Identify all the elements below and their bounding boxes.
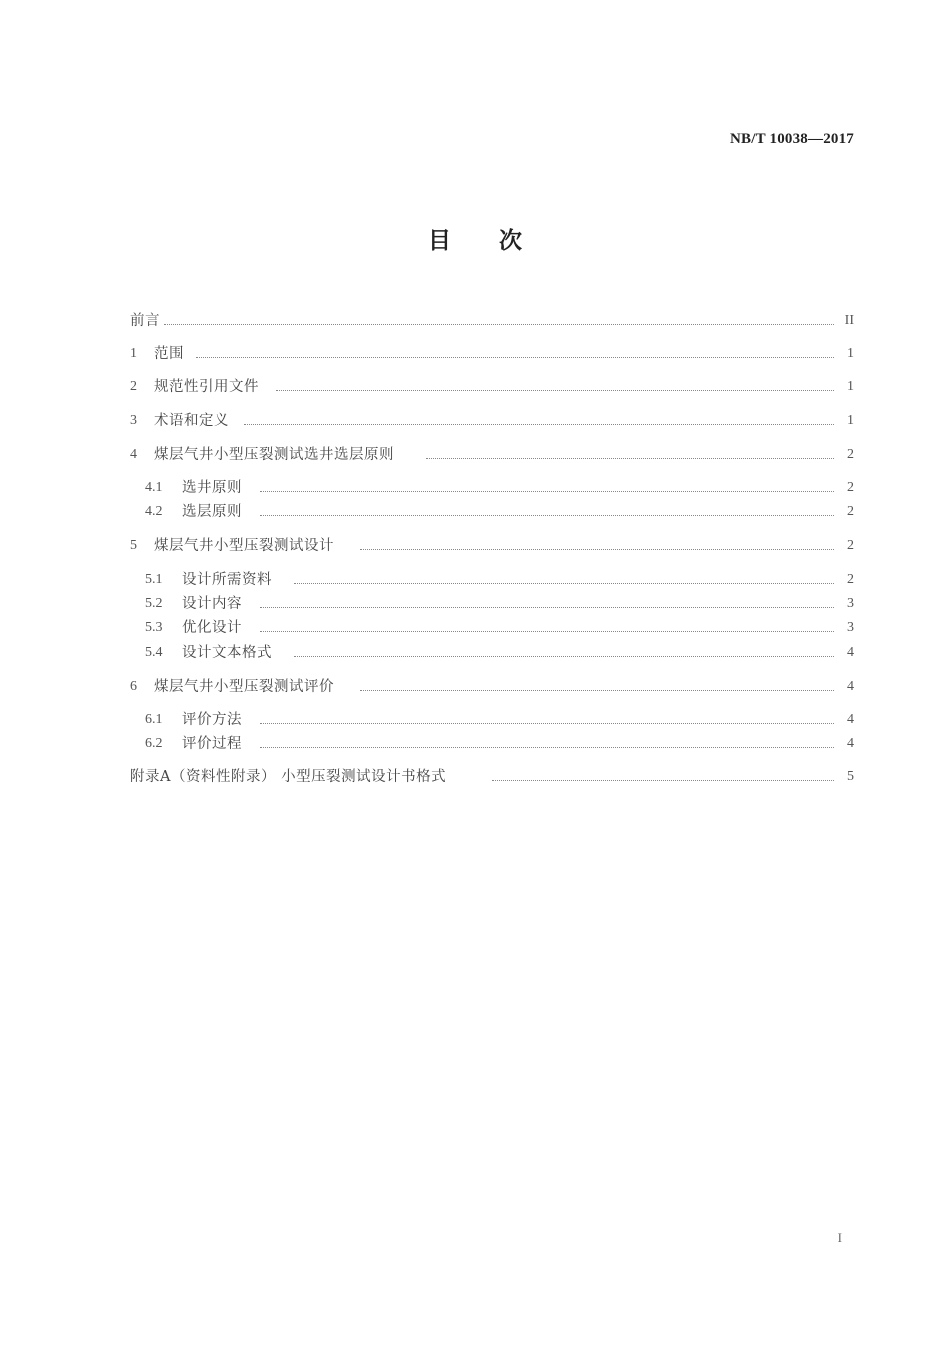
toc-number: 5.1	[145, 572, 163, 587]
dot-leader	[426, 458, 834, 459]
toc-page: 5	[847, 769, 854, 784]
toc-entry[interactable]	[0, 733, 950, 755]
toc-number: 2	[130, 379, 137, 394]
toc-page: II	[844, 313, 854, 328]
toc-entry[interactable]	[0, 410, 950, 432]
toc-number: 5.2	[145, 596, 163, 611]
dot-leader	[294, 656, 834, 657]
toc-label: 前言	[130, 313, 160, 329]
toc-label: 煤层气井小型压裂测试评价	[154, 679, 334, 695]
toc-page: 2	[847, 572, 854, 587]
toc-entry[interactable]	[0, 617, 950, 639]
toc-page: 4	[847, 736, 854, 751]
toc-entry-foreword[interactable]	[0, 310, 950, 332]
toc-page: 1	[847, 413, 854, 428]
toc-number: 4.2	[145, 504, 163, 519]
toc-number: 6.2	[145, 736, 163, 751]
dot-leader	[360, 690, 834, 691]
toc-number: 5	[130, 538, 137, 553]
toc-number: 1	[130, 346, 137, 361]
dot-leader	[260, 491, 834, 492]
dot-leader	[360, 549, 834, 550]
page-number: I	[837, 1230, 842, 1245]
toc-entry[interactable]	[0, 569, 950, 591]
toc-entry[interactable]	[0, 477, 950, 499]
toc-label: 附录A（资料性附录） 小型压裂测试设计书格式	[130, 769, 447, 785]
toc-label: 范围	[154, 346, 184, 362]
toc-page: 3	[847, 596, 854, 611]
toc-label: 选井原则	[182, 480, 242, 496]
toc-page: 4	[847, 645, 854, 660]
toc-label: 优化设计	[182, 620, 242, 636]
toc-label: 煤层气井小型压裂测试选井选层原则	[154, 447, 394, 463]
dot-leader	[196, 357, 834, 358]
toc-number: 6.1	[145, 712, 163, 727]
toc-label: 规范性引用文件	[154, 379, 259, 395]
dot-leader	[244, 424, 834, 425]
toc-entry[interactable]	[0, 642, 950, 664]
toc-entry-appendix-a[interactable]	[0, 766, 950, 788]
toc-number: 4.1	[145, 480, 163, 495]
dot-leader	[260, 631, 834, 632]
toc-page: 3	[847, 620, 854, 635]
dot-leader	[164, 324, 834, 325]
toc-entry[interactable]	[0, 676, 950, 698]
dot-leader	[276, 390, 834, 391]
title-char-1: 目	[428, 228, 451, 254]
toc-label: 设计文本格式	[182, 645, 272, 661]
toc-page: 2	[847, 447, 854, 462]
toc-entry[interactable]	[0, 593, 950, 615]
toc-page: 1	[847, 346, 854, 361]
toc-label: 术语和定义	[154, 413, 229, 429]
dot-leader	[492, 780, 834, 781]
toc-number: 4	[130, 447, 137, 462]
dot-leader	[294, 583, 834, 584]
toc-label: 设计所需资料	[182, 572, 272, 588]
toc-entry[interactable]	[0, 376, 950, 398]
dot-leader	[260, 723, 834, 724]
toc-number: 5.3	[145, 620, 163, 635]
standard-code: NB/T 10038—2017	[730, 131, 854, 147]
dot-leader	[260, 607, 834, 608]
toc-page: 2	[847, 480, 854, 495]
toc-label: 评价方法	[182, 712, 242, 728]
toc-page: 4	[847, 679, 854, 694]
toc-entry[interactable]	[0, 343, 950, 365]
toc-label: 煤层气井小型压裂测试设计	[154, 538, 334, 554]
title-char-2: 次	[499, 228, 522, 254]
dot-leader	[260, 515, 834, 516]
page-title	[0, 222, 950, 255]
dot-leader	[260, 747, 834, 748]
toc-page: 1	[847, 379, 854, 394]
toc-page: 2	[847, 504, 854, 519]
toc-number: 5.4	[145, 645, 163, 660]
toc-label: 选层原则	[182, 504, 242, 520]
toc-number: 6	[130, 679, 137, 694]
toc-entry[interactable]	[0, 709, 950, 731]
toc-label: 设计内容	[182, 596, 242, 612]
toc-label: 评价过程	[182, 736, 242, 752]
toc-page: 4	[847, 712, 854, 727]
toc-page: 2	[847, 538, 854, 553]
toc-entry[interactable]	[0, 444, 950, 466]
toc-entry[interactable]	[0, 535, 950, 557]
toc-number: 3	[130, 413, 137, 428]
toc-entry[interactable]	[0, 501, 950, 523]
